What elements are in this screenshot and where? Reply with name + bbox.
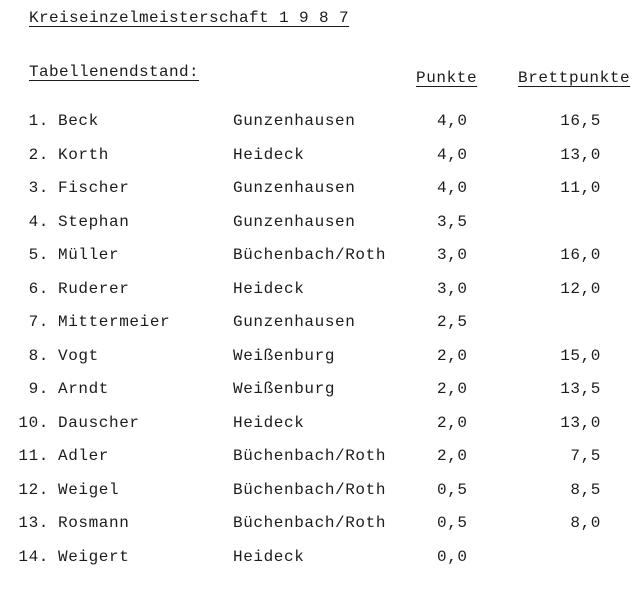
standings-table	[0, 112, 641, 581]
table-row	[0, 179, 641, 213]
points-cell: 0,5	[437, 514, 468, 532]
points-cell: 0,5	[437, 480, 468, 499]
table-subtitle: Tabellenendstand:	[29, 63, 200, 81]
points-cell: 4,0	[437, 112, 468, 130]
club-cell: Weißenburg	[233, 380, 336, 398]
player-name-cell: Weigel	[58, 480, 120, 499]
player-name-cell: Arndt	[58, 380, 110, 398]
table-row	[0, 246, 641, 280]
club-cell: Weißenburg	[233, 346, 336, 365]
player-name-cell: Rosmann	[58, 514, 130, 532]
player-name-cell: Weigert	[58, 547, 130, 566]
document-title: Kreiseinzelmeisterschaft 1 9 8 7	[29, 9, 350, 27]
player-name-cell: Korth	[58, 145, 110, 164]
player-name-cell: Beck	[58, 112, 99, 130]
player-name-cell: Stephan	[58, 212, 130, 231]
player-name-cell: Fischer	[58, 179, 130, 197]
table-row	[0, 481, 641, 515]
player-name-cell: Dauscher	[58, 413, 140, 432]
table-row	[0, 514, 641, 548]
points-cell: 2,0	[437, 380, 468, 398]
rank-cell: 3.	[28, 179, 49, 197]
rank-cell: 2.	[28, 145, 49, 164]
table-row	[0, 347, 641, 381]
rank-cell: 7.	[28, 313, 49, 331]
points-cell: 2,0	[437, 346, 468, 365]
board-points-cell: 8,5	[570, 480, 601, 499]
club-cell: Büchenbach/Roth	[233, 514, 387, 532]
table-row	[0, 112, 641, 146]
board-points-cell: 16,0	[560, 246, 601, 264]
club-cell: Heideck	[233, 547, 305, 566]
table-row	[0, 213, 641, 247]
board-points-cell: 8,0	[570, 514, 601, 532]
rank-cell: 1.	[28, 112, 49, 130]
board-points-cell: 13,5	[560, 380, 601, 398]
rank-cell: 10.	[18, 413, 49, 432]
table-row	[0, 280, 641, 314]
rank-cell: 4.	[28, 212, 49, 231]
board-points-cell: 16,5	[560, 112, 601, 130]
rank-cell: 14.	[18, 547, 49, 566]
player-name-cell: Ruderer	[58, 279, 130, 298]
board-points-cell: 12,0	[560, 279, 601, 298]
rank-cell: 6.	[28, 279, 49, 298]
player-name-cell: Adler	[58, 447, 110, 465]
rank-cell: 12.	[18, 480, 49, 499]
points-cell: 2,5	[437, 313, 468, 331]
rank-cell: 11.	[18, 447, 49, 465]
table-row	[0, 380, 641, 414]
points-cell: 2,0	[437, 413, 468, 432]
rank-cell: 13.	[18, 514, 49, 532]
club-cell: Büchenbach/Roth	[233, 246, 387, 264]
points-cell: 3,5	[437, 212, 468, 231]
club-cell: Gunzenhausen	[233, 112, 356, 130]
table-row	[0, 313, 641, 347]
club-cell: Gunzenhausen	[233, 179, 356, 197]
club-cell: Heideck	[233, 279, 305, 298]
table-row	[0, 548, 641, 582]
club-cell: Büchenbach/Roth	[233, 480, 387, 499]
club-cell: Büchenbach/Roth	[233, 447, 387, 465]
club-cell: Heideck	[233, 413, 305, 432]
board-points-cell: 11,0	[560, 179, 601, 197]
points-cell: 2,0	[437, 447, 468, 465]
board-points-cell: 15,0	[560, 346, 601, 365]
table-row	[0, 146, 641, 180]
points-cell: 4,0	[437, 179, 468, 197]
club-cell: Gunzenhausen	[233, 313, 356, 331]
points-cell: 3,0	[437, 246, 468, 264]
table-row	[0, 414, 641, 448]
points-cell: 3,0	[437, 279, 468, 298]
player-name-cell: Vogt	[58, 346, 99, 365]
board-points-cell: 7,5	[570, 447, 601, 465]
points-cell: 0,0	[437, 547, 468, 566]
club-cell: Gunzenhausen	[233, 212, 356, 231]
points-cell: 4,0	[437, 145, 468, 164]
player-name-cell: Mittermeier	[58, 313, 171, 331]
player-name-cell: Müller	[58, 246, 120, 264]
rank-cell: 5.	[28, 246, 49, 264]
rank-cell: 9.	[28, 380, 49, 398]
club-cell: Heideck	[233, 145, 305, 164]
table-row	[0, 447, 641, 481]
rank-cell: 8.	[28, 346, 49, 365]
board-points-column-header: Brettpunkte	[518, 69, 631, 87]
board-points-cell: 13,0	[560, 413, 601, 432]
points-column-header: Punkte	[416, 69, 478, 87]
board-points-cell: 13,0	[560, 145, 601, 164]
